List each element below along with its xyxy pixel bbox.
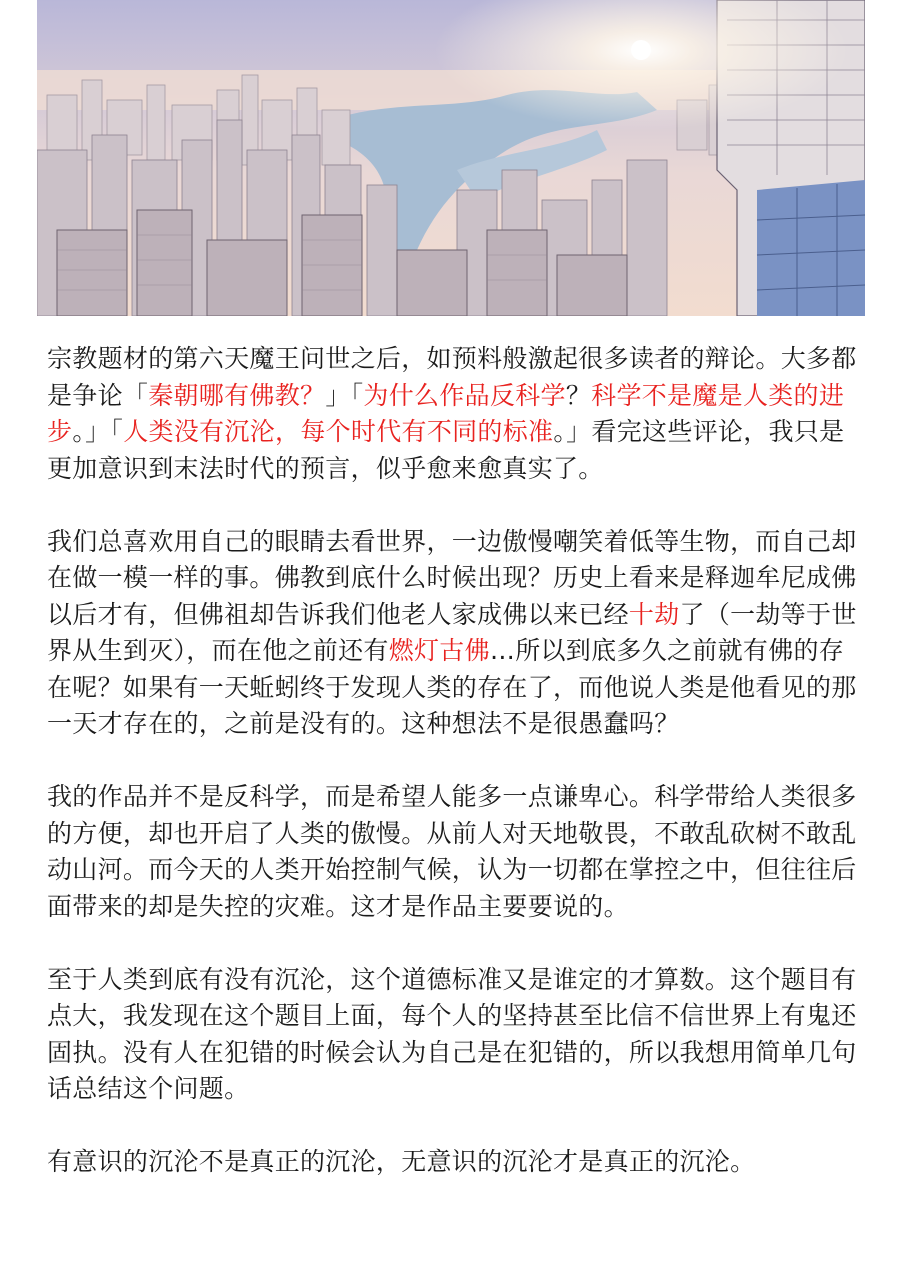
body-text: 」「 <box>325 380 364 410</box>
body-text: 了（一劫等于世界从生到灭），而在他之前还有 <box>47 599 857 665</box>
city-skyline-illustration <box>37 0 865 316</box>
body-text: 。」「 <box>72 417 124 446</box>
body-text: 至于人类到底有没有沉沦，这个道德标准又是谁定的才算数。这个题目有点大，我发现在这个题目上面，每个人的坚持甚至比信不信世界上有鬼还固执。没有人在犯错的时候会认为自己是在犯错的，所以我想用简单几句话总结这个问题。 <box>47 964 857 1103</box>
paragraph <box>47 524 867 743</box>
highlighted-text: 十劫 <box>628 599 680 629</box>
body-text: 有意识的沉沦不是真正的沉沦，无意识的沉沦才是真正的沉沦。 <box>47 1147 756 1176</box>
paragraph <box>47 1144 867 1181</box>
paragraph <box>47 962 867 1108</box>
article-body <box>47 341 867 1217</box>
paragraph <box>47 341 867 487</box>
body-text: …所以到底多久之前就有佛的存在呢？如果有一天蚯蚓终于发现人类的存在了，而他说人类是他看见的那一天才存在的，之前是没有的。这种想法不是很愚蠢吗？ <box>47 636 857 738</box>
highlighted-text: 秦朝哪有佛教？ <box>148 380 326 410</box>
body-text: 宗教题材的第六天魔王问世之后，如预料般激起很多读者的辩论。大多都是争论「 <box>47 344 857 410</box>
highlighted-text: 科学不是魔是人类的进步 <box>47 380 845 446</box>
body-text: ？ <box>565 380 592 410</box>
city-skyline-illustration-icon <box>37 0 865 316</box>
body-text: 我的作品并不是反科学，而是希望人能多一点谦卑心。科学带给人类很多的方便，却也开启了人类的傲慢。从前人对天地敬畏，不敢乱砍树不敢乱动山河。而今天的人类开始控制气候，认为一切都在掌控之中，但往往后面带来的却是失控的灾难。这才是作品主要要说的。 <box>47 782 857 921</box>
paragraph <box>47 779 867 925</box>
body-text: 。」看完这些评论，我只是更加意识到末法时代的预言，似乎愈来愈真实了。 <box>47 417 845 483</box>
body-text: 我们总喜欢用自己的眼睛去看世界，一边傲慢嘲笑着低等生物，而自己却在做一模一样的事。佛教到底什么时候出现？历史上看来是释迦牟尼成佛以后才有，但佛祖却告诉我们他老人家成佛以来已经 <box>47 526 857 629</box>
highlighted-text: 人类没有沉沦，每个时代有不同的标准 <box>123 417 554 446</box>
highlighted-text: 为什么作品反科学 <box>363 380 566 410</box>
highlighted-text: 燃灯古佛 <box>388 636 490 665</box>
